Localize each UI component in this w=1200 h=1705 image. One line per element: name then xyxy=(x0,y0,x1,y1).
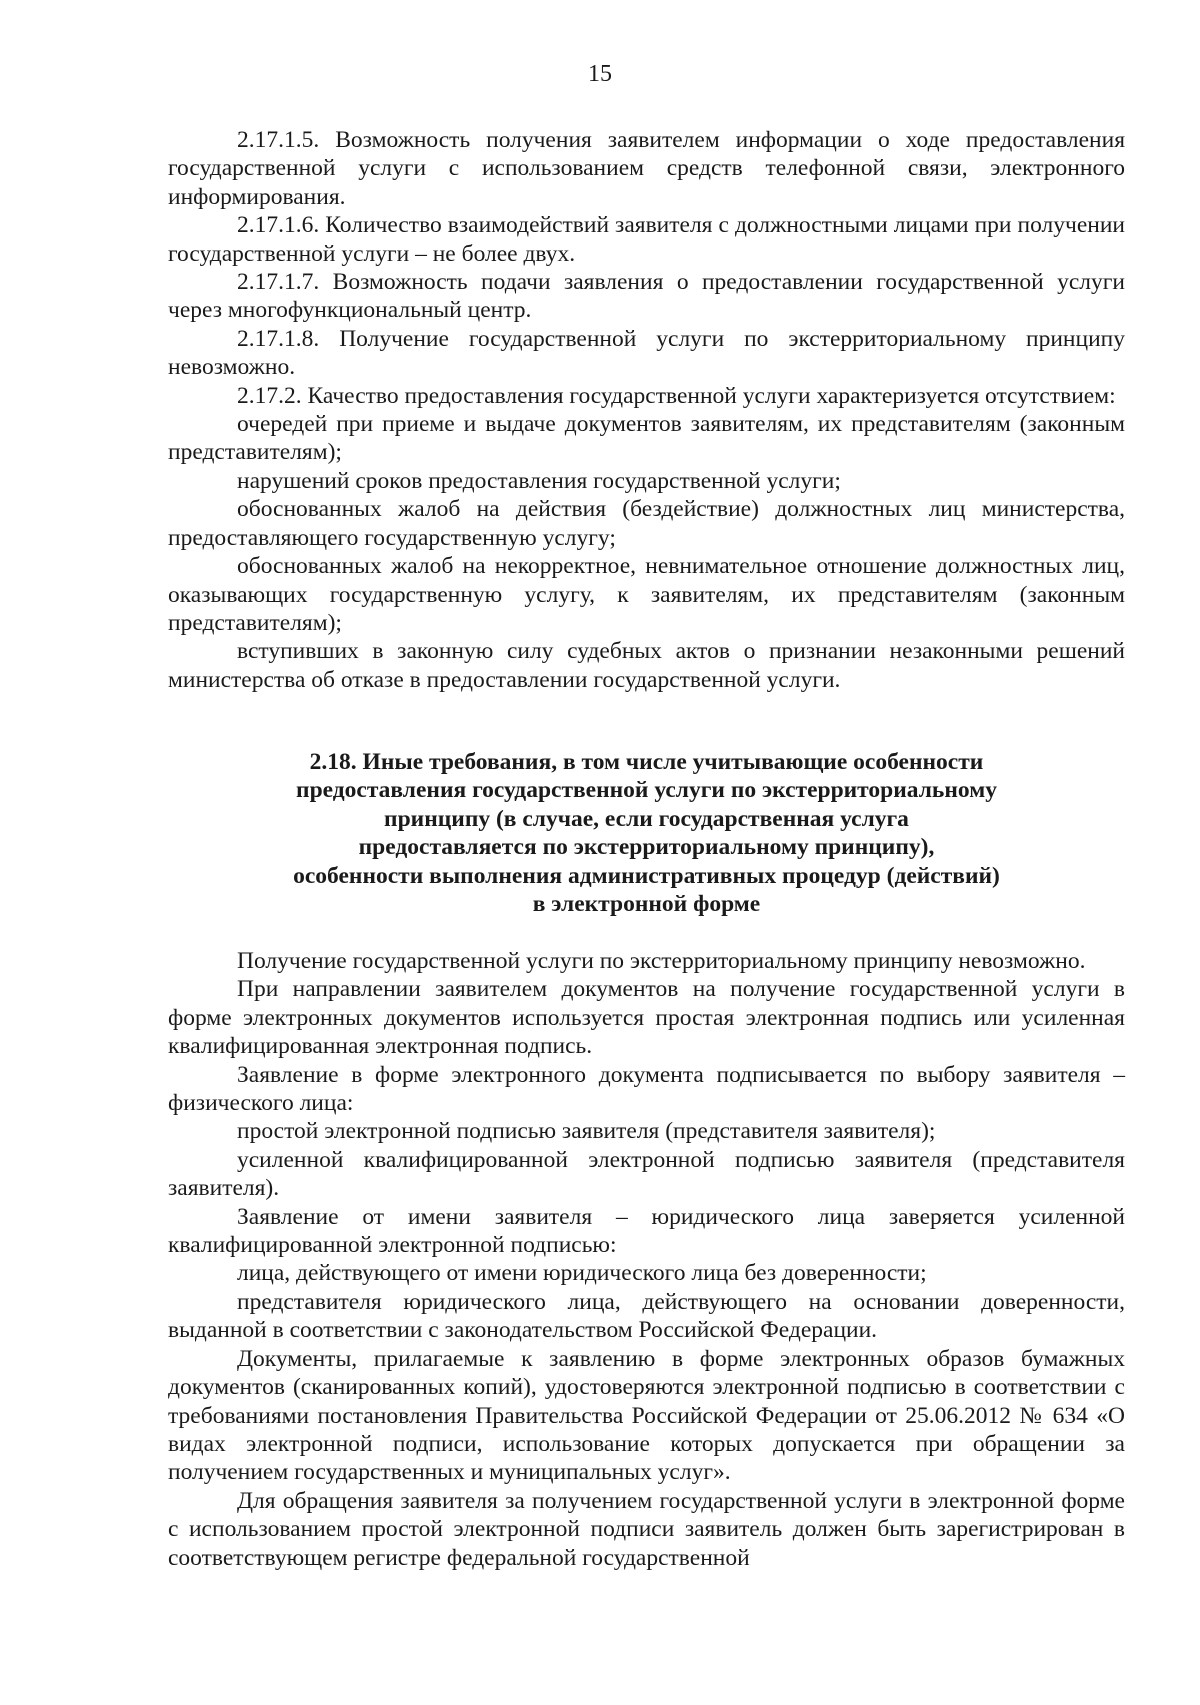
paragraph: Заявление в форме электронного документа подписывается по выбору заявителя – физического лица: xyxy=(168,1061,1125,1117)
paragraph: 2.17.1.5. Возможность получения заявителем информации о ходе предоставления государственной услуги с использованием средств телефонной связи, электронного информирования. xyxy=(168,127,1125,210)
paragraph: Заявление от имени заявителя – юридического лица заверяется усиленной квалифицированной электронной подписью: xyxy=(168,1203,1125,1259)
heading-line: предоставления государственной услуги по экстерриториальному xyxy=(296,777,997,804)
heading-line: в электронной форме xyxy=(532,891,761,918)
paragraph: усиленной квалифицированной электронной подписью заявителя (представителя заявителя). xyxy=(168,1146,1125,1202)
paragraph: 2.17.1.7. Возможность подачи заявления о предоставлении государственной услуги через многофункциональный центр. xyxy=(168,269,1125,324)
paragraph: вступивших в законную силу судебных актов о признании незаконными решений министерства об отказе в предоставлении государственной услуги. xyxy=(168,638,1125,693)
paragraph: нарушений сроков предоставления государственной услуги; xyxy=(237,467,841,494)
paragraph: Получение государственной услуги по экстерриториальному принципу невозможно. xyxy=(237,948,1086,974)
body-text-bottom xyxy=(168,947,1125,1572)
paragraph: представителя юридического лица, действующего на основании доверенности, выданной в соответствии с законодательством Российской Федерации. xyxy=(168,1288,1125,1344)
paragraph: лица, действующего от имени юридического лица без доверенности; xyxy=(237,1260,927,1287)
heading-line: 2.18. Иные требования, в том числе учитывающие особенности xyxy=(309,749,984,775)
heading-line: предоставляется по экстерриториальному принципу), xyxy=(358,834,935,861)
paragraph: обоснованных жалоб на некорректное, невнимательное отношение должностных лиц, оказывающих государственную услугу, к заявителям, их представителям (законным представителям); xyxy=(168,553,1125,636)
paragraph: простой электронной подписью заявителя (представителя заявителя); xyxy=(237,1118,936,1145)
paragraph: очередей при приеме и выдаче документов заявителям, их представителям (законным представителям); xyxy=(168,411,1125,466)
heading-line: принципу (в случае, если государственная услуга xyxy=(384,805,909,832)
paragraph: 2.17.1.6. Количество взаимодействий заявителя с должностными лицами при получении государственной услуги – не более двух. xyxy=(168,212,1125,267)
paragraph: Для обращения заявителя за получением государственной услуги в электронной форме с использованием простой электронной подписи заявитель должен быть зарегистрирован в соответствующем регистре федеральной государственной xyxy=(168,1487,1125,1571)
paragraph: обоснованных жалоб на действия (бездействие) должностных лиц министерства, предоставляющего государственную услугу; xyxy=(168,496,1125,551)
body-text-top xyxy=(168,126,1125,694)
page-number: 15 xyxy=(588,61,612,87)
paragraph: 2.17.1.8. Получение государственной услуги по экстерриториальному принципу невозможно. xyxy=(168,325,1125,381)
paragraph: При направлении заявителем документов на получение государственной услуги в форме электронных документов используется простая электронная подпись или усиленная квалифицированная электронная подпись. xyxy=(168,976,1125,1060)
paragraph: Документы, прилагаемые к заявлению в форме электронных образов бумажных документов (сканированных копий), удостоверяются электронной подписью в соответствии с требованиями постановления Правительства Российской Федерации от 25.06.2012 № 634 «О видах электронной подписи, использование которых допускается при обращении за получением государственных и муниципальных услуг». xyxy=(168,1345,1125,1486)
paragraph: 2.17.2. Качество предоставления государственной услуги характеризуется отсутствием: xyxy=(237,382,1116,409)
heading-line: особенности выполнения административных процедур (действий) xyxy=(293,862,1000,889)
section-heading xyxy=(168,748,1125,918)
